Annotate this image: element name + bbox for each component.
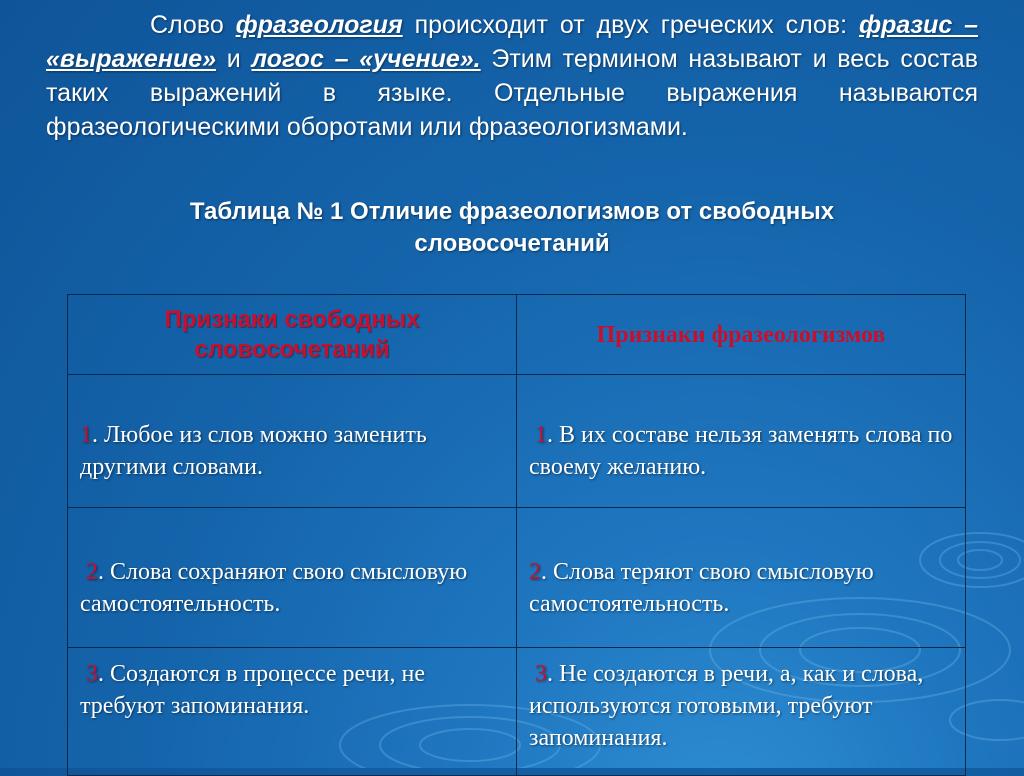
intro-conjunction: и (226, 45, 241, 73)
table-row (68, 648, 966, 776)
cell-text: . Любое из слов можно заменить другими словами. (80, 422, 427, 480)
row-number: 2 (86, 558, 98, 585)
cell-text: . Слова теряют свою смысловую самостоятельность. (529, 558, 874, 617)
cell-text: . Не создаются в речи, а, как и слова, используются готовыми, требуют запоминания. (529, 661, 924, 751)
cell-phraseologism-3 (517, 648, 966, 776)
table-row (68, 375, 966, 508)
table-row (68, 508, 966, 648)
row-number: 2 (529, 558, 541, 585)
cell-free-phrase-1 (68, 375, 517, 508)
comparison-table (67, 294, 966, 776)
term-phrasis: фразис – «выражение» (46, 11, 979, 73)
intro-origin-text: происходит от двух греческих слов: (414, 11, 848, 39)
row-number: 1 (535, 422, 547, 448)
cell-phraseologism-2 (517, 508, 966, 648)
table-title: Таблица № 1 Отличие фразеологизмов от свободных словосочетаний (189, 198, 835, 257)
header-free-phrases: Признаки свободных словосочетаний (68, 295, 517, 375)
cell-text: . Создаются в процессе речи, не требуют запоминания. (80, 661, 425, 719)
intro-word-prefix: Слово (150, 11, 224, 39)
term-logos: логос – «учение». (251, 45, 481, 73)
cell-free-phrase-3 (68, 648, 517, 776)
cell-phraseologism-1 (517, 375, 966, 508)
term-phraseology: фразеология (235, 11, 403, 39)
table-header-row (68, 295, 966, 375)
header-phraseologisms: Признаки фразеологизмов (517, 295, 966, 375)
cell-text: . Слова сохраняют свою смысловую самостоятельность. (80, 558, 468, 617)
cell-text: . В их составе нельзя заменять слова по своему желанию. (529, 422, 953, 480)
cell-free-phrase-2 (68, 508, 517, 648)
intro-paragraph (46, 8, 978, 144)
row-number: 3 (86, 661, 98, 687)
row-number: 3 (535, 661, 547, 687)
intro-rest-text: Этим термином называют и весь состав таких выражений в языке. Отдельные выражения называются фразеологическими оборотами или фразеологизмами. (46, 45, 978, 141)
row-number: 1 (80, 422, 92, 448)
